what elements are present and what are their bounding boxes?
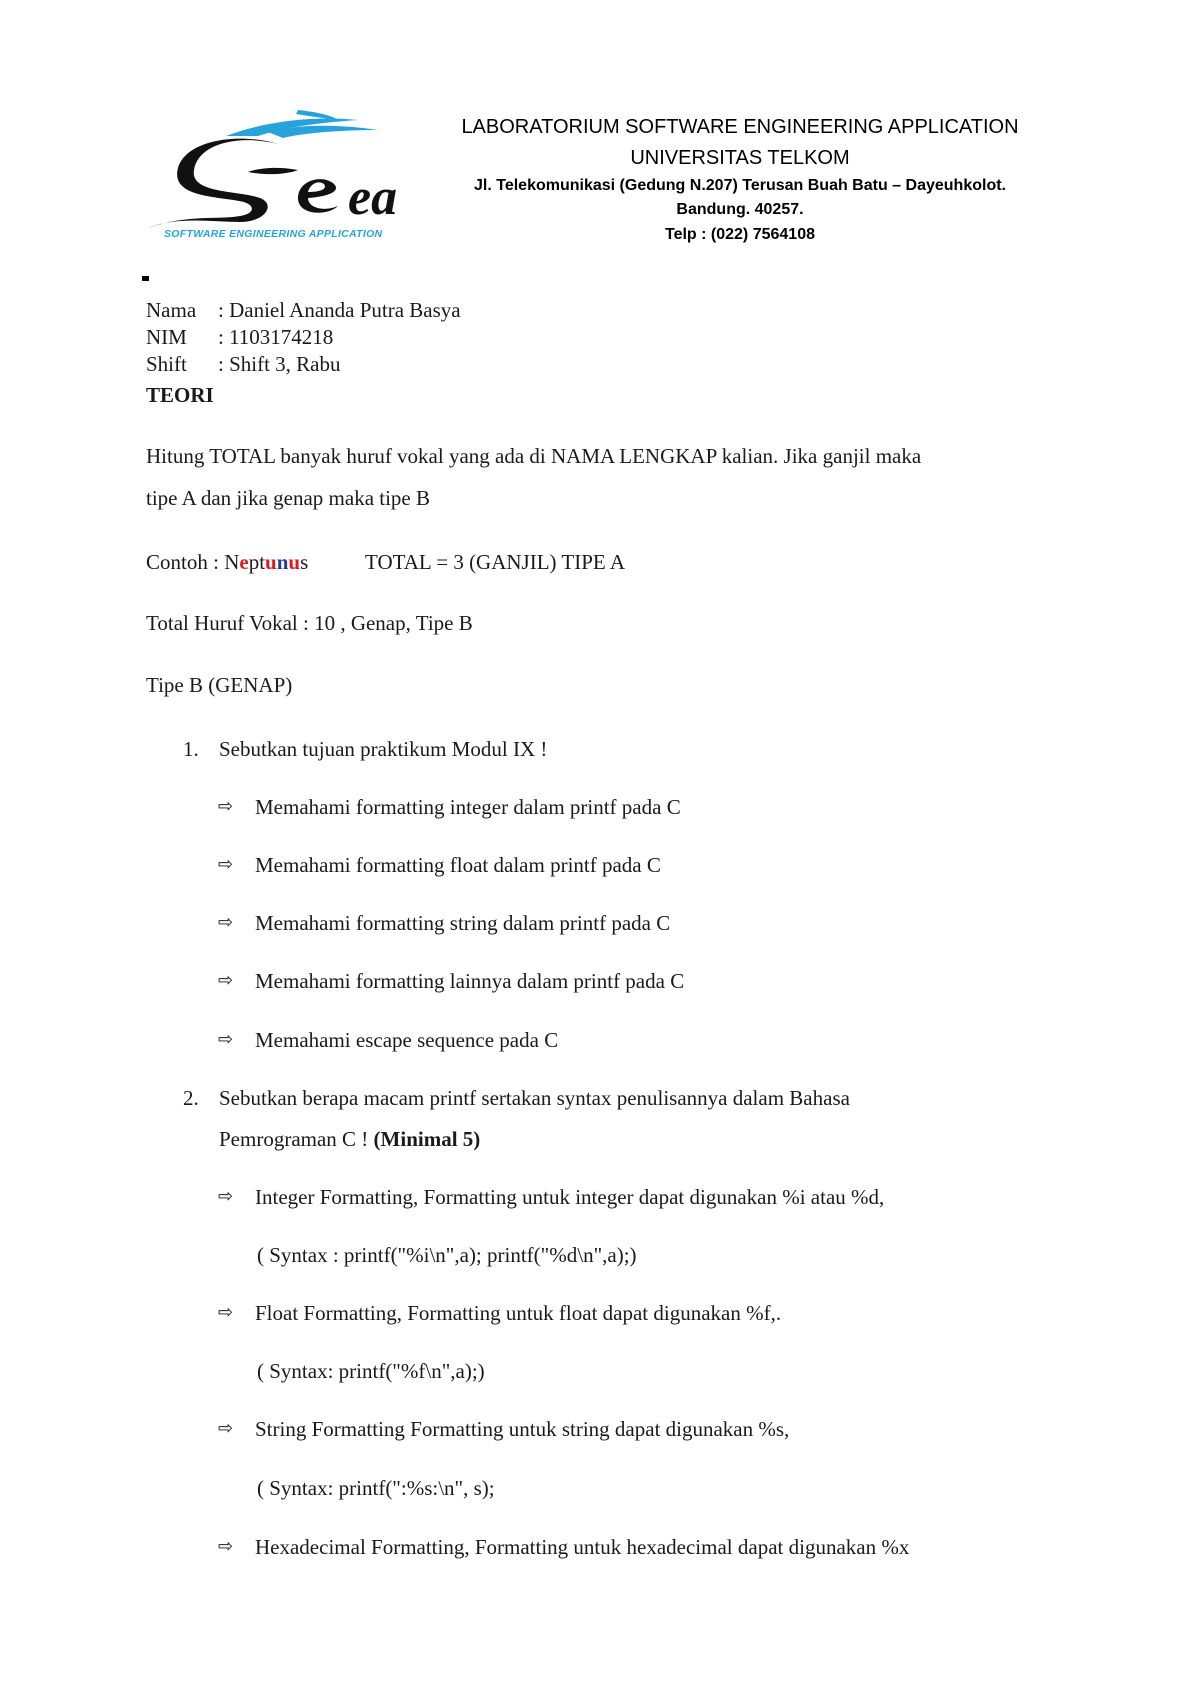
svg-text:ea: ea xyxy=(348,169,398,226)
arrow-right-icon: ⇨ xyxy=(218,912,234,933)
lab-address: Jl. Telekomunikasi (Gedung N.207) Terusan Buah Batu – Dayeuhkolot. xyxy=(474,177,1006,194)
question-2-line-2 xyxy=(219,1127,480,1152)
syntax-example: ( Syntax: printf("%f\n",a);) xyxy=(257,1359,485,1383)
info-value-nama: : Daniel Ananda Putra Basya xyxy=(218,298,461,322)
syntax-example: ( Syntax: printf(":%s:\n", s); xyxy=(257,1476,495,1500)
arrow-right-icon: ⇨ xyxy=(218,1302,234,1323)
intro-line-1: Hitung TOTAL banyak huruf vokal yang ada di NAMA LENGKAP kalian. Jika ganjil maka xyxy=(146,444,922,468)
question-2-requirement: (Minimal 5) xyxy=(373,1127,481,1151)
question-2-text: Pemrograman C ! xyxy=(219,1127,374,1151)
info-label-nim: NIM xyxy=(146,325,187,349)
example-prefix: Contoh : xyxy=(146,550,225,574)
example-letter: pt xyxy=(248,550,266,574)
logo-caption: SOFTWARE ENGINEERING APPLICATION xyxy=(164,228,383,240)
lab-city: Bandung. 40257. xyxy=(676,201,804,218)
lab-phone: Telp : (022) 7564108 xyxy=(664,226,815,243)
answer-item: Memahami formatting string dalam printf pada C xyxy=(255,911,671,935)
syntax-example: ( Syntax : printf("%i\n",a); printf("%d\n",a);) xyxy=(257,1243,637,1267)
answer-item: Memahami formatting float dalam printf pada C xyxy=(255,853,661,877)
arrow-right-icon: ⇨ xyxy=(218,1029,234,1050)
info-value-shift: : Shift 3, Rabu xyxy=(218,352,341,376)
answer-item: Float Formatting, Formatting untuk float dapat digunakan %f,. xyxy=(255,1301,782,1325)
section-title: TEORI xyxy=(146,383,214,407)
question-2-line-1: Sebutkan berapa macam printf sertakan syntax penulisannya dalam Bahasa xyxy=(219,1086,850,1110)
type-line: Tipe B (GENAP) xyxy=(146,673,293,697)
intro-line-2: tipe A dan jika genap maka tipe B xyxy=(146,486,431,510)
answer-item: Memahami formatting lainnya dalam printf pada C xyxy=(255,969,685,993)
example-vowel: u xyxy=(288,550,301,574)
example-letter: n xyxy=(276,550,289,574)
arrow-right-icon: ⇨ xyxy=(218,854,234,875)
answer-item: Memahami formatting integer dalam printf pada C xyxy=(255,795,681,819)
question-1-text: Sebutkan tujuan praktikum Modul IX ! xyxy=(219,737,548,761)
lab-title: LABORATORIUM SOFTWARE ENGINEERING APPLICATION xyxy=(461,116,1019,138)
arrow-right-icon: ⇨ xyxy=(218,1186,234,1207)
university-name: UNIVERSITAS TELKOM xyxy=(630,147,850,169)
example-result: TOTAL = 3 (GANJIL) TIPE A xyxy=(365,550,625,574)
total-vowel-line: Total Huruf Vokal : 10 , Genap, Tipe B xyxy=(146,611,473,635)
example-letter: s xyxy=(300,550,309,574)
info-value-nim: : 1103174218 xyxy=(218,325,334,349)
answer-item: Hexadecimal Formatting, Formatting untuk hexadecimal dapat digunakan %x xyxy=(255,1535,910,1559)
example-vowel: u xyxy=(265,550,277,574)
sea-logo xyxy=(148,110,430,246)
info-label-shift: Shift xyxy=(146,352,187,376)
answer-item: String Formatting Formatting untuk string dapat digunakan %s, xyxy=(255,1417,790,1441)
example-letter: N xyxy=(224,550,240,574)
bullet-marker xyxy=(142,276,149,281)
info-label-nama: Nama xyxy=(146,298,197,322)
answer-item: Integer Formatting, Formatting untuk integer dapat digunakan %i atau %d, xyxy=(255,1185,885,1209)
answer-item: Memahami escape sequence pada C xyxy=(255,1028,559,1052)
example-vowel: e xyxy=(239,550,249,574)
arrow-right-icon: ⇨ xyxy=(218,796,234,817)
arrow-right-icon: ⇨ xyxy=(218,970,234,991)
example-line xyxy=(146,552,308,573)
question-number: 2. xyxy=(183,1086,199,1110)
arrow-right-icon: ⇨ xyxy=(218,1418,234,1439)
arrow-right-icon: ⇨ xyxy=(218,1536,234,1557)
question-number: 1. xyxy=(183,737,199,761)
